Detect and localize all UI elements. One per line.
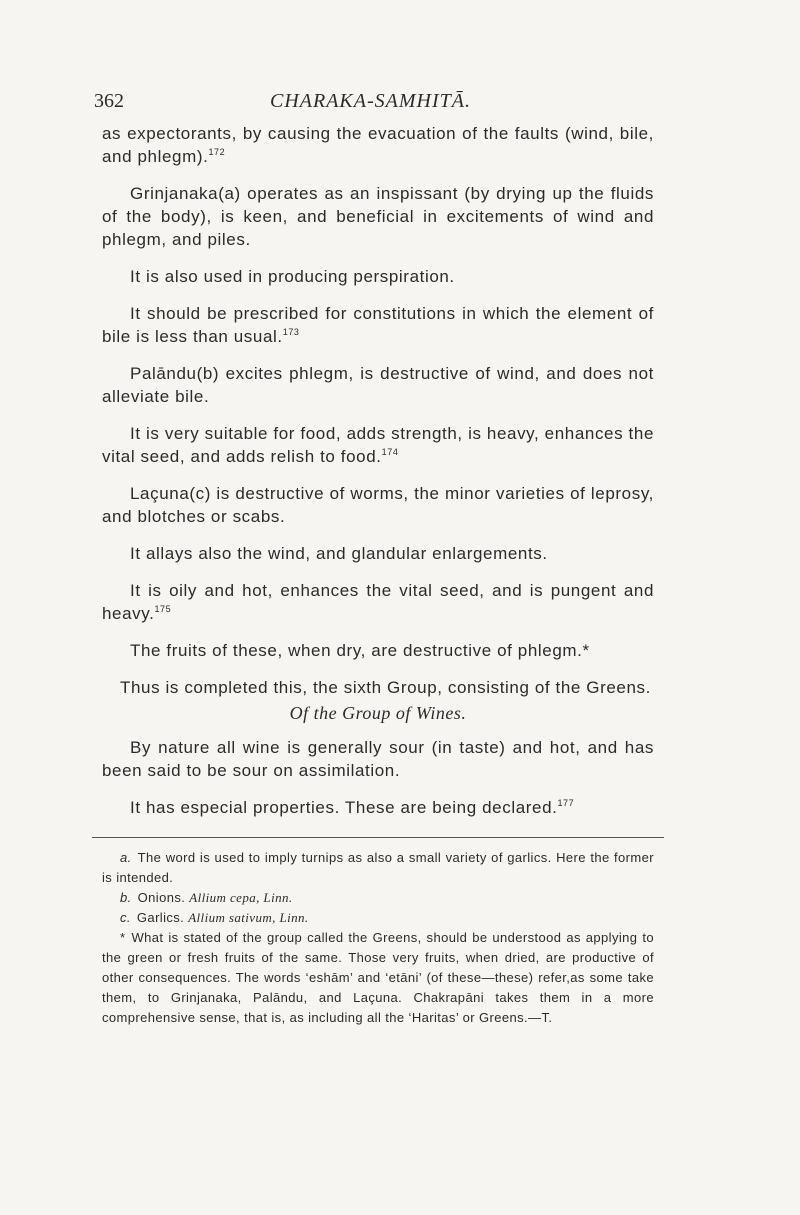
- paragraph: Palāndu(b) excites phlegm, is destructive of wind, and does not alleviate bile.: [102, 364, 654, 406]
- paragraph: Thus is completed this, the sixth Group, consisting of the Greens.: [120, 678, 651, 697]
- paragraph: Grinjanaka(a) operates as an inspissant (by drying up the fluids of the body), is keen, and beneficial in excitements of wind and phlegm, and piles.: [102, 184, 654, 249]
- running-title: CHARAKA-SAMHITĀ.: [270, 90, 471, 112]
- paragraph: It is very suitable for food, adds strength, is heavy, enhances the vital seed, and adds relish to food.$^{174}$: [102, 424, 654, 466]
- paragraph: By nature all wine is generally sour (in taste) and hot, and has been said to be sour on assimilation.: [102, 738, 654, 780]
- page-header: [94, 82, 654, 122]
- footnote-ref: 172: [208, 147, 226, 157]
- footnote: * What is stated of the group called the Greens, should be understood as applying to the green or fresh fruits of the same. Those very fruits, when dried, are productive of other consequences. The words ‘eshām’ and ‘etāni’ (of these—these) refer,as some take them, to Grinjanaka, Palāndu, and Laçuna. Chakrapāni takes them in a more comprehensive sense, that is, as including all the ‘Haritas’ or Greens.—T.: [102, 930, 654, 1025]
- footnote-ref: 175: [154, 604, 172, 614]
- paragraph: It allays also the wind, and glandular enlargements.: [130, 544, 548, 563]
- footnote-ref: 174: [381, 447, 399, 457]
- page-number: 362: [94, 90, 124, 112]
- footnote-ref: 177: [557, 798, 575, 808]
- footnote: b. Onions. Allium cepa, Linn.: [120, 890, 293, 905]
- paragraph: as expectorants, by causing the evacuation of the faults (wind, bile, and phlegm).$^{172}$: [102, 124, 654, 166]
- section-heading: Of the Group of Wines.: [289, 703, 467, 723]
- page: [94, 82, 654, 1028]
- footnote-ref: 173: [282, 327, 300, 337]
- paragraph: It should be prescribed for constitutions in which the element of bile is less than usual.$^{173}$: [102, 304, 654, 346]
- paragraph: The fruits of these, when dry, are destructive of phlegm.*: [130, 641, 590, 660]
- footnote: a. The word is used to imply turnips as also a small variety of garlics. Here the former is intended.: [102, 850, 654, 885]
- paragraph: It is oily and hot, enhances the vital seed, and is pungent and heavy.$^{175}$: [102, 581, 654, 623]
- footnotes: [102, 848, 654, 1028]
- paragraph: It has especial properties. These are being declared.$^{177}$: [130, 798, 575, 817]
- paragraph: It is also used in producing perspiration.: [130, 267, 455, 286]
- paragraph: Laçuna(c) is destructive of worms, the minor varieties of leprosy, and blotches or scabs.: [102, 484, 654, 526]
- footnote: c. Garlics. Allium sativum, Linn.: [120, 910, 309, 925]
- footnote-divider: [92, 837, 664, 838]
